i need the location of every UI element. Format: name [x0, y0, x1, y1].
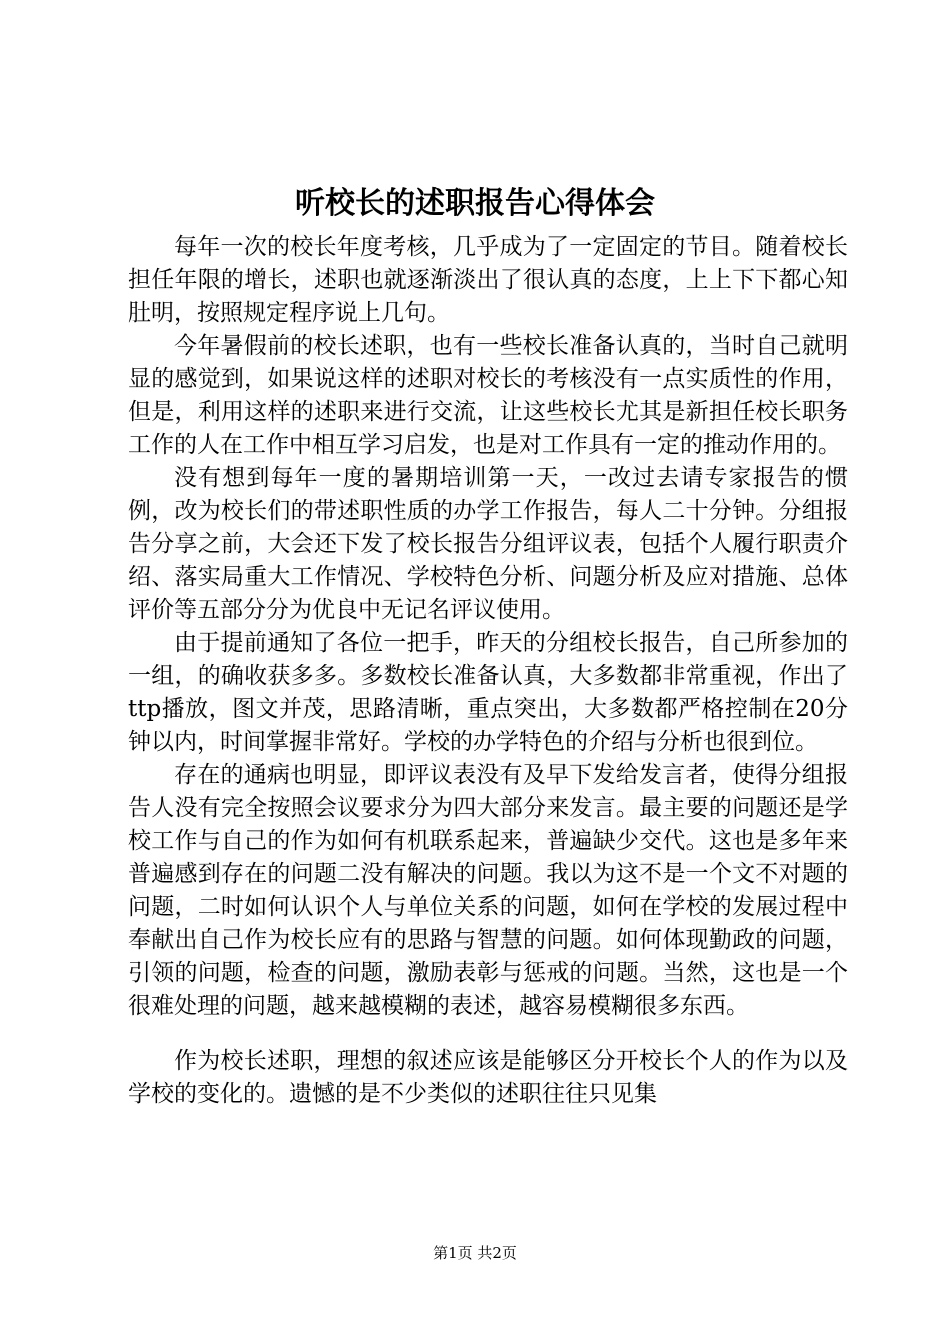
paragraph-3: 没有想到每年一度的暑期培训第一天，一改过去请专家报告的惯例，改为校长们的带述职性质的办学工作报告，每人二十分钟。分组报告分享之前，大会还下发了校长报告分组评议表，包括个人履行职责介绍、落实局重大工作情况、学校特色分析、问题分析及应对措施、总体评价等五部分分为优良中无记名评议使用。 — [128, 465, 848, 623]
paragraph-4: 由于提前通知了各位一把手，昨天的分组校长报告，自己所参加的一组，的确收获多多。多数校长准备认真，大多数都非常重视，作出了ttp播放，图文并茂，思路清晰，重点突出，大多数都严格控制在20分钟以内，时间掌握非常好。学校的办学特色的介绍与分析也很到位。 — [128, 630, 848, 755]
paragraph-1: 每年一次的校长年度考核，几乎成为了一定固定的节目。随着校长担任年限的增长，述职也就逐渐淡出了很认真的态度，上上下下都心知肚明，按照规定程序说上几句。 — [128, 234, 848, 326]
paragraph-2: 今年暑假前的校长述职，也有一些校长准备认真的，当时自己就明显的感觉到，如果说这样的述职对校长的考核没有一点实质性的作用，但是，利用这样的述职来进行交流，让这些校长尤其是新担任校长职务工作的人在工作中相互学习启发，也是对工作具有一定的推动作用的。 — [128, 333, 848, 458]
document-body — [128, 231, 848, 1111]
paragraph-6: 作为校长述职，理想的叙述应该是能够区分开校长个人的作为以及学校的变化的。遗憾的是不少类似的述职往往只见集 — [128, 1048, 848, 1107]
page-footer: 第1页 共2页 — [433, 1244, 517, 1262]
document-title: 听校长的述职报告心得体会 — [295, 186, 655, 221]
paragraph-5: 存在的通病也明显，即评议表没有及早下发给发言者，使得分组报告人没有完全按照会议要求分为四大部分来发言。最主要的问题还是学校工作与自己的作为如何有机联系起来，普遍缺少交代。这也是多年来普遍感到存在的问题二没有解决的问题。我以为这不是一个文不对题的问题，二时如何认识个人与单位关系的问题，如何在学校的发展过程中奉献出自己作为校长应有的思路与智慧的问题。如何体现勤政的问题，引领的问题，检查的问题，激励表彰与惩戒的问题。当然，这也是一个很难处理的问题，越来越模糊的表述，越容易模糊很多东西。 — [128, 762, 848, 1019]
